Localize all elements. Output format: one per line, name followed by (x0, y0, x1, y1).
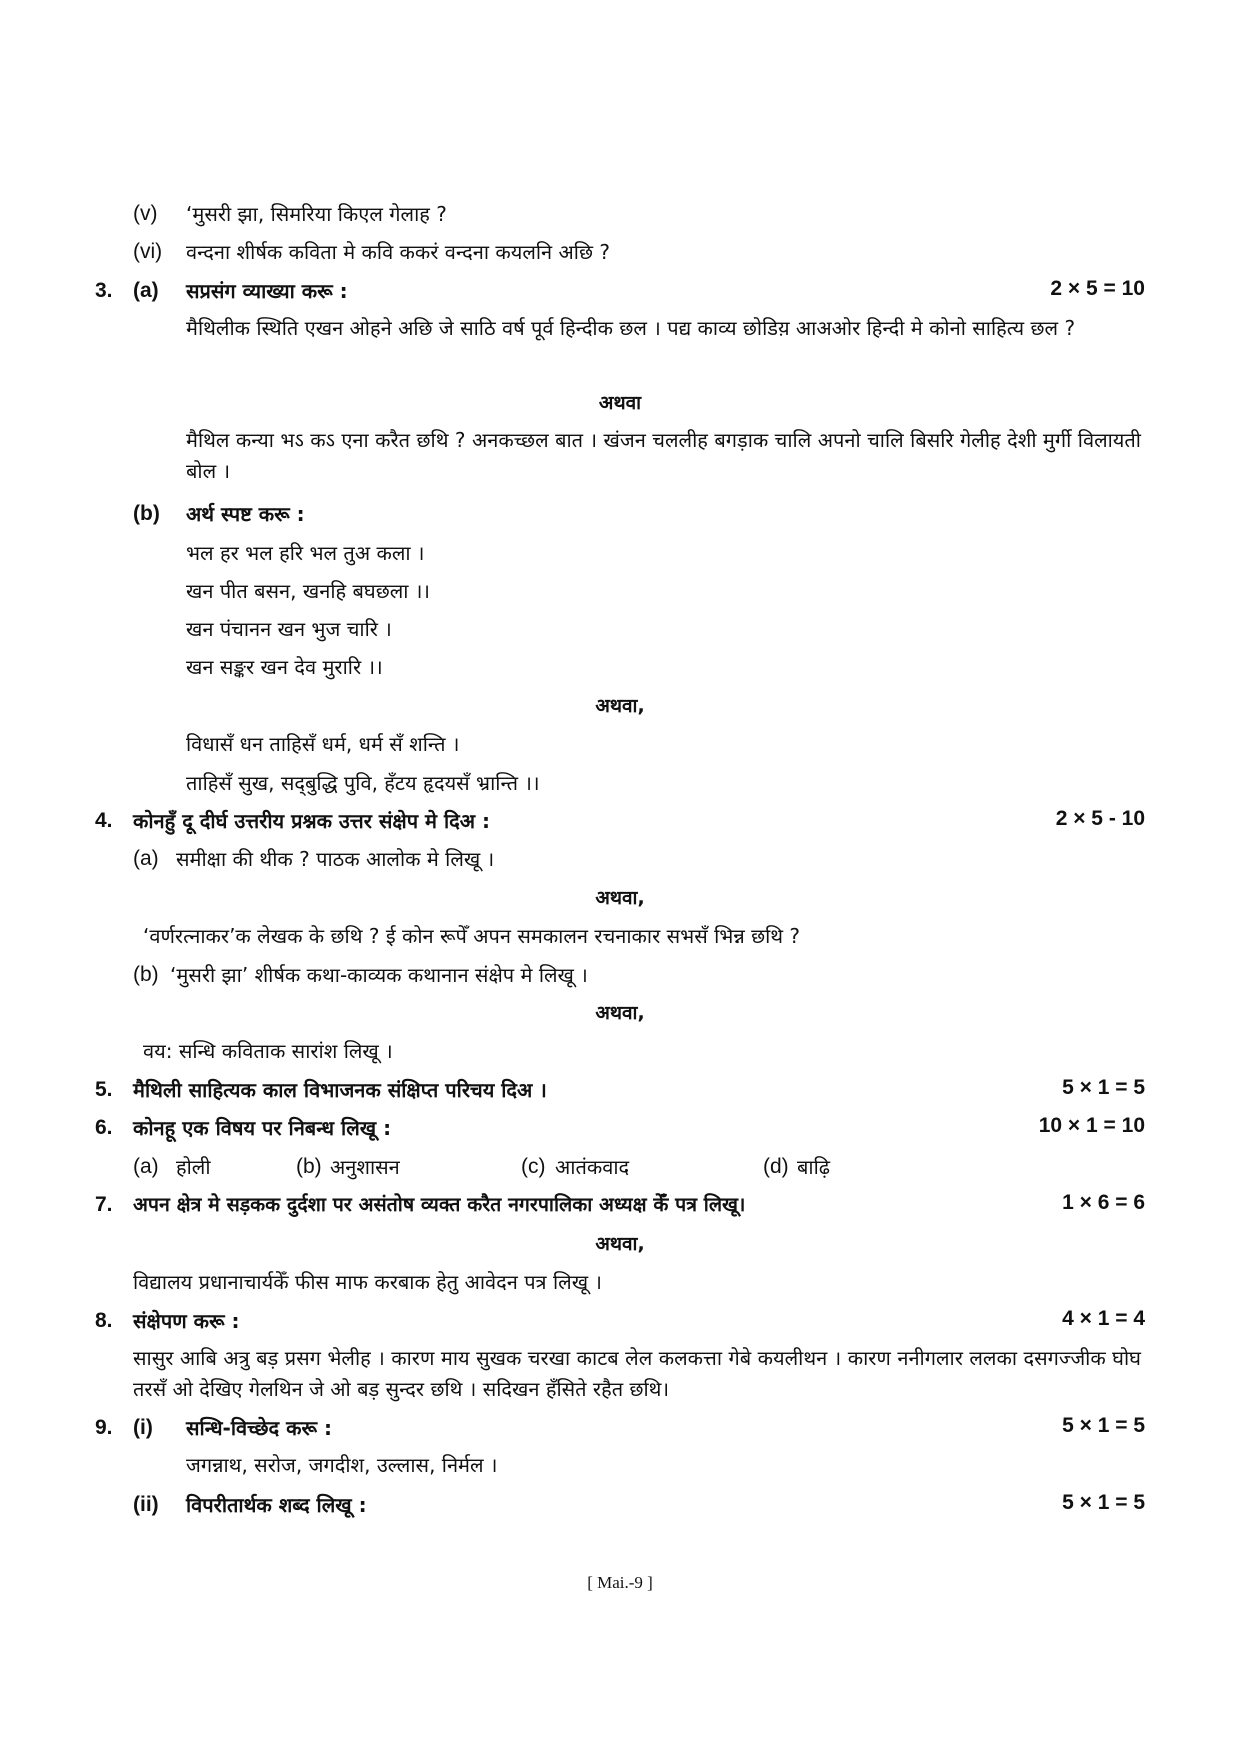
q5-number: 5. (95, 1078, 113, 1101)
q3-or-1: अथवा (598, 392, 642, 414)
q4-b-label: (b) (133, 963, 159, 986)
q4-a-label: (a) (133, 847, 159, 870)
q4-title: कोनहुँ दू दीर्घ उत्तरीय प्रश्नक उत्तर संक्षेप मे दिअ : (133, 809, 491, 833)
q6-option-label: (d) (763, 1155, 789, 1178)
q3-number: 3. (95, 279, 113, 302)
q4-b-alt-text: वय: सन्धि कविताक सारांश लिखू । (143, 1039, 393, 1063)
q5-marks: 5 × 1 = 5 (1062, 1076, 1145, 1099)
q4-marks: 2 × 5 - 10 (1055, 807, 1145, 830)
q6-title: कोनहू एक विषय पर निबन्ध लिखू : (133, 1116, 392, 1140)
q2-vi-text: वन्दना शीर्षक कविता मे कवि ककरं वन्दना कयलनि अछि ? (186, 240, 610, 264)
q7-marks: 1 × 6 = 6 (1062, 1191, 1145, 1214)
q3-a-passage-1: मैथिलीक स्थिति एखन ओहने अछि जे साठि वर्ष पूर्व हिन्दीक छल । पद्य काव्य छोडिय़ आअओर हिन्दी मे कोनो साहित्य छल ? (186, 316, 1076, 340)
q7-alt-text: विद्यालय प्रधानाचार्यकेँ फीस माफ करबाक हेतु आवेदन पत्र लिखू । (133, 1270, 602, 1294)
q3-or-2: अथवा, (595, 695, 645, 717)
q4-or-1: अथवा, (595, 887, 645, 909)
q3-b-title: अर्थ स्पष्ट करू : (186, 502, 305, 526)
q3-a-label: (a) (133, 279, 159, 302)
q9-ii-marks: 5 × 1 = 5 (1062, 1491, 1145, 1514)
q4-b-text: ‘मुसरी झा’ शीर्षक कथा-काव्यक कथानान संक्षेप मे लिखू । (170, 963, 588, 987)
q6-number: 6. (95, 1116, 113, 1139)
q8-title: संक्षेपण करू : (133, 1309, 240, 1333)
q7-title: अपन क्षेत्र मे सड़कक दुर्दशा पर असंतोष व्यक्त करैत नगरपालिका अध्यक्ष केँ पत्र लिखू। (133, 1193, 746, 1216)
q3-b-verse-line: भल हर भल हरि भल तुअ कला । (186, 541, 425, 565)
page-footer: [ Mai.-9 ] (587, 1573, 653, 1592)
q3-b-label: (b) (133, 502, 160, 525)
q3-b-verse-line: खन पंचानन खन भुज चारि । (186, 617, 392, 641)
q4-number: 4. (95, 809, 113, 832)
q8-number: 8. (95, 1309, 113, 1332)
q6-option-text: अनुशासन (330, 1155, 400, 1179)
q3-a-title: सप्रसंग व्याख्या करू : (186, 279, 348, 303)
q6-option-label: (c) (521, 1155, 546, 1178)
q2-v-text: ‘मुसरी झा, सिमरिया किएल गेलाह ? (186, 202, 447, 226)
q9-ii-label: (ii) (133, 1493, 159, 1516)
q9-i-words: जगन्नाथ, सरोज, जगदीश, उल्लास, निर्मल । (186, 1453, 498, 1477)
q5-title: मैथिली साहित्यक काल विभाजनक संक्षिप्त परिचय दिअ । (133, 1078, 547, 1102)
q9-ii-title: विपरीतार्थक शब्द लिखू : (186, 1493, 367, 1517)
q8-marks: 4 × 1 = 4 (1062, 1307, 1145, 1330)
q7-or: अथवा, (595, 1233, 645, 1255)
q6-option-text: आतंकवाद (555, 1155, 630, 1179)
q4-or-2: अथवा, (595, 1002, 645, 1024)
q6-option-text: होली (176, 1155, 211, 1179)
q7-number: 7. (95, 1193, 113, 1216)
q6-option-label: (b) (296, 1155, 322, 1178)
q4-a-text: समीक्षा की थीक ? पाठक आलोक मे लिखू । (176, 847, 495, 871)
q3-a-passage-2: मैथिल कन्या भऽ कऽ एना करैत छथि ? अनकच्छल बात । खंजन चललीह बगड़ाक चालि अपनो चालि बिसरि गेलीह देशी मुर्गी विलायती बोल । (186, 428, 1141, 483)
q6-option-text: बाढ़ि (797, 1155, 831, 1179)
q9-i-title: सन्धि-विच्छेद करू : (186, 1416, 332, 1440)
q6-marks: 10 × 1 = 10 (1038, 1114, 1145, 1137)
q2-vi-number: (vi) (133, 240, 163, 263)
q9-i-label: (i) (133, 1416, 153, 1439)
q2-v-number: (v) (133, 202, 158, 225)
q4-a-alt-text: ‘वर्णरत्नाकर’क लेखक के छथि ? ई कोन रूपेँ अपन समकालन रचनाकार सभसँ भिन्न छथि ? (143, 924, 801, 948)
q3-marks: 2 × 5 = 10 (1050, 277, 1145, 300)
q3-b-verse-line: खन पीत बसन, खनहि बघछला ।। (186, 579, 431, 603)
q8-passage: सासुर आबि अत्रु बड़ प्रसग भेलीह । कारण माय सुखक चरखा काटब लेल कलकत्ता गेबे कयलीथन । कारण ननीगलार ललका दसगज्जीक घोघ तरसँ ओ देखिए गेलथिन जे ओ बड़ सुन्दर छथि । सदिखन हँसिते रहैत छथि। (133, 1346, 1141, 1401)
q3-b-alt-verse-line: विधासँ धन ताहिसँ धर्म, धर्म सँ शन्ति । (186, 732, 460, 756)
q3-b-verse-line: खन सङ्कर खन देव मुरारि ।। (186, 655, 383, 679)
q6-option-label: (a) (133, 1155, 159, 1178)
q9-i-marks: 5 × 1 = 5 (1062, 1414, 1145, 1437)
q3-b-alt-verse-line: ताहिसँ सुख, सद्‌बुद्धि पुवि, हँटय हृदयसँ भ्रान्ति ।। (186, 771, 540, 795)
q9-number: 9. (95, 1416, 113, 1439)
